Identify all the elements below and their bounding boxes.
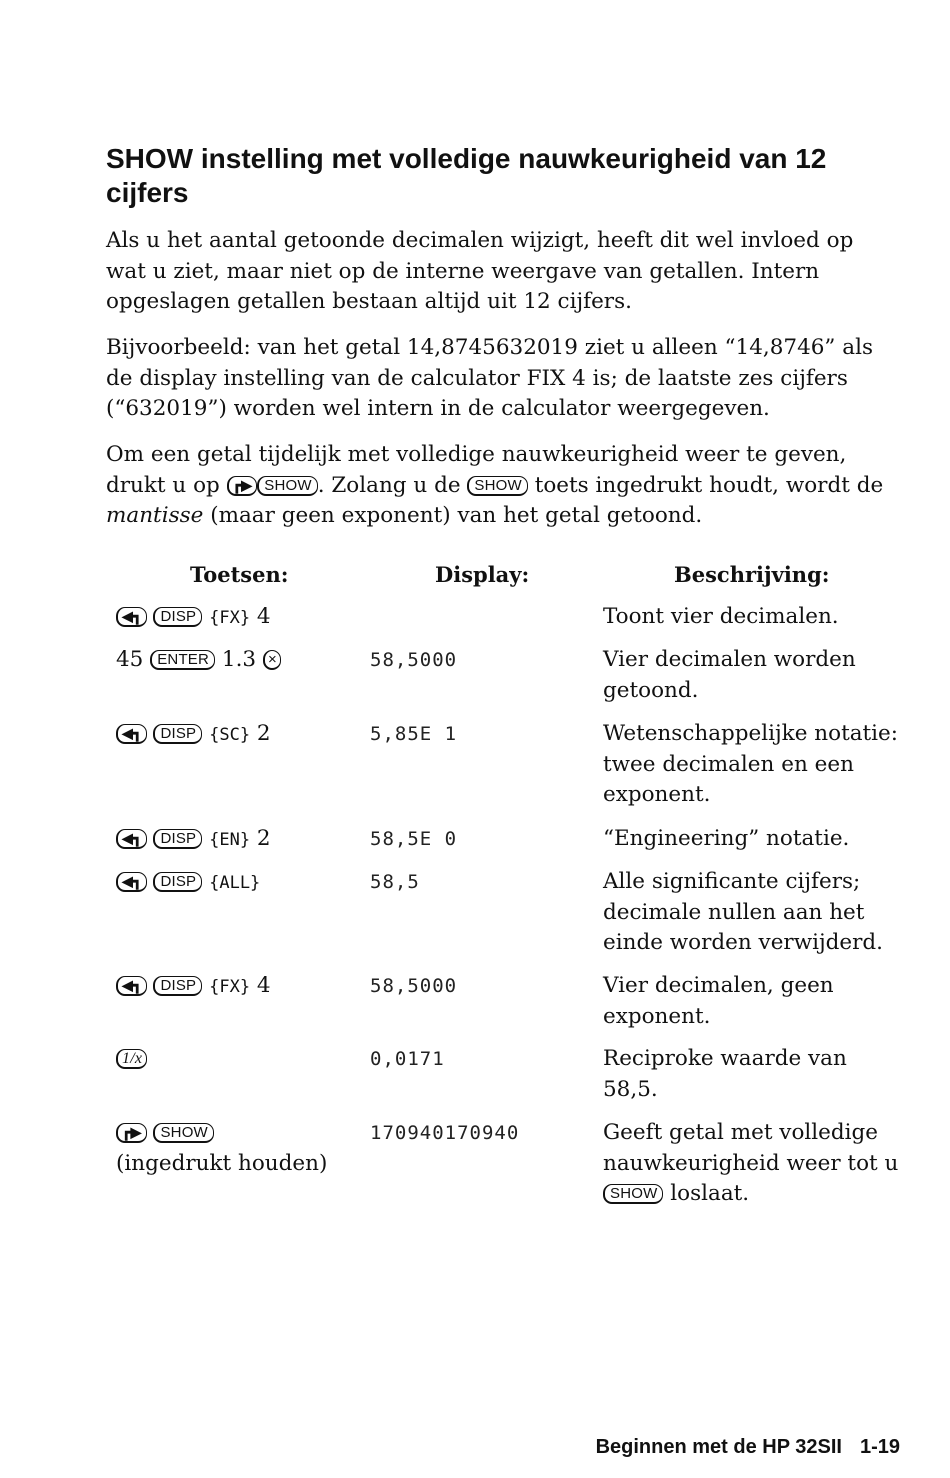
disp-key: DISP — [153, 976, 202, 996]
keys-cell — [116, 602, 366, 634]
header-description: Beschrijving: — [674, 562, 830, 587]
description: “Engineering” notatie. — [603, 826, 850, 851]
hold-note: (ingedrukt houden) — [116, 1150, 328, 1176]
description: Reciproke waarde van 58,5. — [603, 1046, 847, 1102]
description: Toont vier decimalen. — [603, 604, 839, 629]
number: 4 — [256, 973, 271, 998]
left-shift-key: ◀┓ — [116, 724, 147, 744]
disp-key: DISP — [153, 607, 202, 627]
keys-cell — [116, 867, 366, 899]
header-keys: Toetsen: — [190, 562, 289, 587]
number: 2 — [256, 721, 271, 746]
right-shift-key: ┏▶ — [116, 1123, 147, 1143]
left-shift-key: ◀┓ — [116, 607, 147, 627]
text: Om een getal tijdelijk met volledige nauwkeurigheid weer te geven, drukt u op — [106, 442, 847, 498]
disp-key: DISP — [153, 724, 202, 744]
number: 4 — [256, 604, 271, 629]
menu-item: {FX} — [209, 608, 251, 628]
page-footer — [596, 1436, 900, 1459]
page-number: 1-19 — [859, 1436, 900, 1458]
description: Alle significante cijfers; decimale nullen aan het einde worden verwijderd. — [603, 869, 884, 955]
text: . Zolang u de — [317, 472, 468, 498]
number: 1.3 — [221, 647, 257, 672]
show-key: SHOW — [153, 1123, 213, 1143]
text: (maar geen exponent) van het getal getoond. — [203, 503, 703, 528]
number: 45 — [116, 647, 144, 672]
keys-cell — [116, 824, 366, 856]
left-shift-key: ◀┓ — [116, 872, 147, 892]
right-shift-key: ┏▶ — [227, 476, 258, 496]
number: 2 — [256, 826, 271, 851]
show-key: SHOW — [467, 476, 527, 496]
emphasis-mantisse: mantisse — [106, 503, 204, 528]
paragraph-example: Bijvoorbeeld: van het getal 14,8745632019 ziet u alleen “14,8746” als de display instelling van de calculator FIX 4 is; de laatste zes cijfers (“632019”) worden wel intern in de calculator weergegeven. — [106, 335, 873, 421]
description: Vier decimalen, geen exponent. — [603, 973, 834, 1029]
description: Wetenschappelijke notatie: twee decimalen en een exponent. — [603, 721, 899, 807]
reciprocal-key: 1/x — [116, 1049, 147, 1069]
multiply-key: × — [263, 650, 281, 670]
display-value: 58,5 — [370, 871, 420, 893]
left-shift-key: ◀┓ — [116, 829, 147, 849]
display-value: 0,0171 — [370, 1048, 445, 1070]
show-key: SHOW — [603, 1184, 663, 1204]
keys-cell — [116, 1044, 366, 1075]
show-key: SHOW — [257, 476, 317, 496]
display-value: 58,5000 — [370, 975, 458, 997]
menu-item: {FX} — [209, 977, 251, 997]
paragraph-intro: Als u het aantal getoonde decimalen wijzigt, heeft dit wel invloed op wat u ziet, maar niet op de interne weergave van getallen. Intern opgeslagen getallen bestaan altijd uit 12 cijfers. — [106, 228, 854, 314]
text: Geeft getal met volledige nauwkeurigheid weer tot u — [603, 1120, 899, 1176]
keys-cell — [116, 719, 366, 751]
display-value: 58,5000 — [370, 649, 458, 671]
display-value: 58,5E 0 — [370, 828, 458, 850]
section-title: SHOW instelling met volledige nauwkeurigheid van 12 cijfers — [106, 143, 827, 208]
display-value: 5,85E 1 — [370, 723, 458, 745]
header-display: Display: — [435, 562, 530, 587]
keys-cell — [116, 971, 366, 1003]
description: Vier decimalen worden getoond. — [603, 647, 856, 703]
text: loslaat. — [663, 1181, 750, 1206]
paragraph-show-instructions — [106, 440, 886, 532]
text: toets ingedrukt houdt, wordt de — [527, 472, 884, 498]
keys-cell — [116, 645, 366, 676]
menu-item: {EN} — [209, 830, 251, 850]
display-value: 170940170940 — [370, 1122, 520, 1144]
keys-cell — [116, 1118, 366, 1179]
footer-title: Beginnen met de HP 32SII — [595, 1436, 842, 1458]
disp-key: DISP — [153, 872, 202, 892]
description — [603, 1118, 903, 1210]
left-shift-key: ◀┓ — [116, 976, 147, 996]
enter-key: ENTER — [150, 650, 215, 670]
menu-item: {SC} — [209, 725, 251, 745]
disp-key: DISP — [153, 829, 202, 849]
menu-item: {ALL} — [209, 873, 261, 893]
